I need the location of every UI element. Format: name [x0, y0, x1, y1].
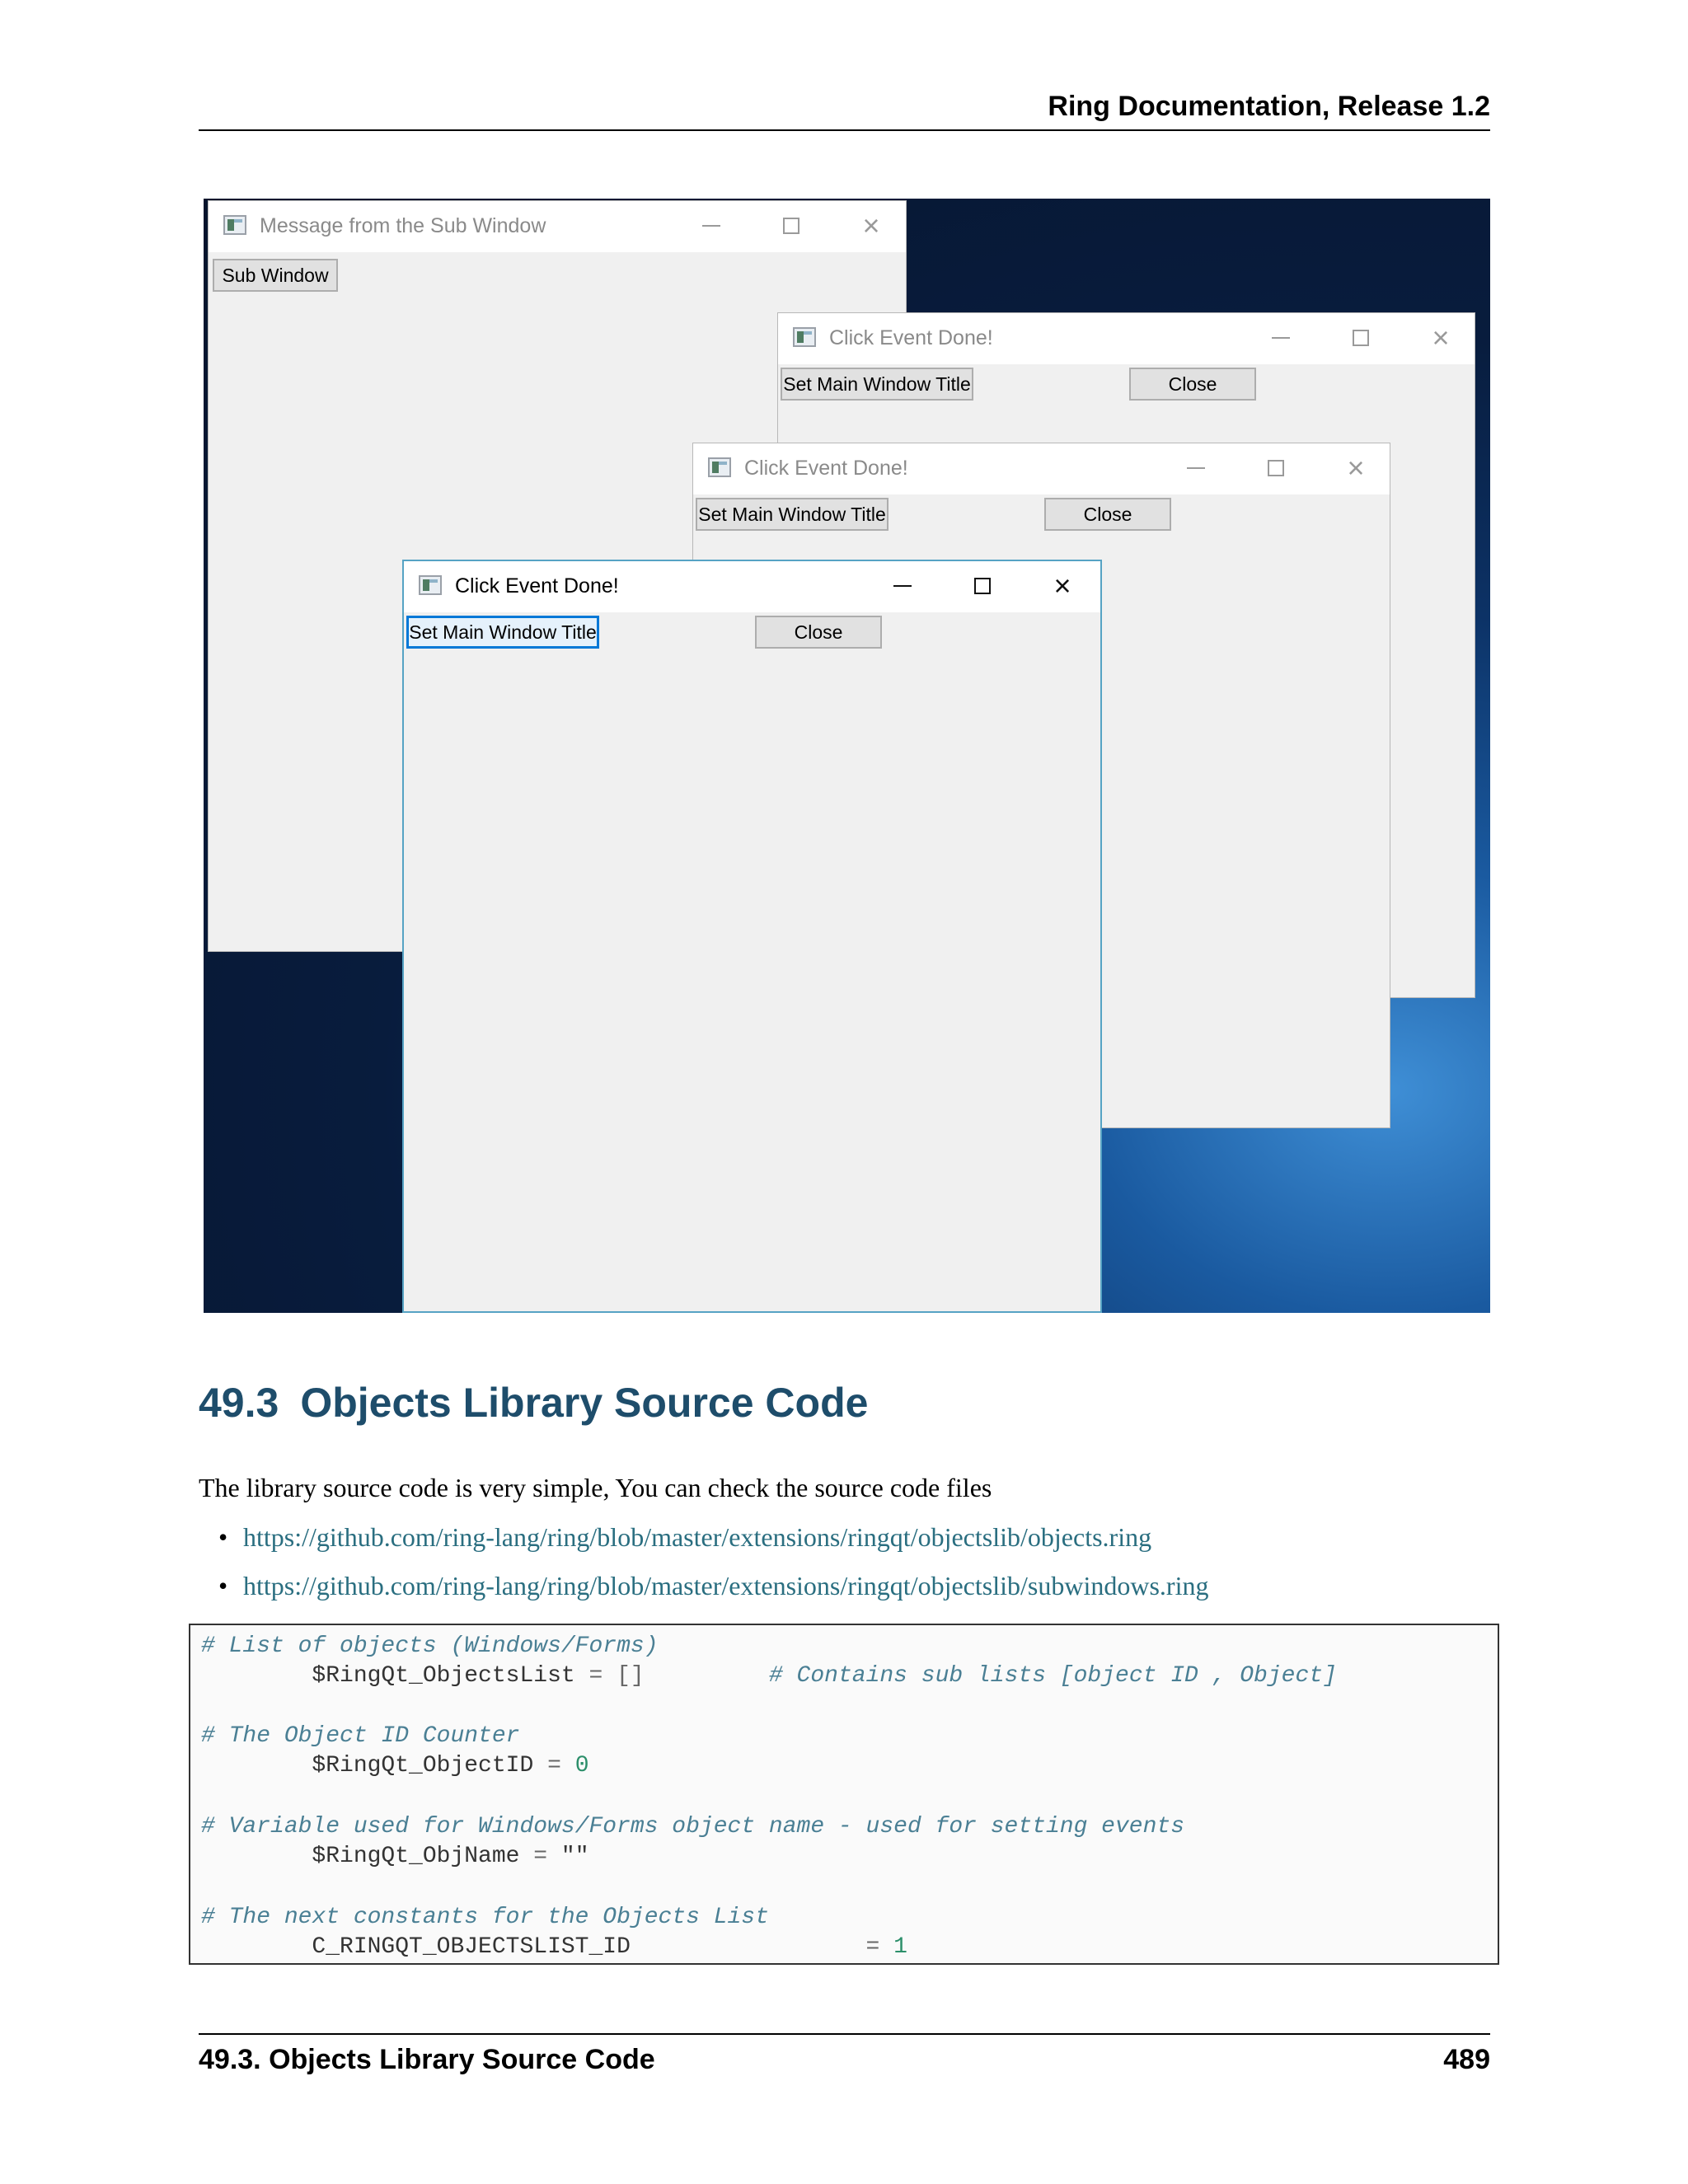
- footer-rule: [199, 2033, 1490, 2035]
- section-number: 49.3: [199, 1380, 279, 1426]
- window-title: Click Event Done!: [455, 574, 619, 598]
- maximize-icon[interactable]: [1344, 321, 1377, 354]
- code-operator: =: [574, 1663, 617, 1689]
- maximize-icon[interactable]: [966, 569, 999, 602]
- close-icon[interactable]: ×: [1432, 321, 1450, 354]
- code-line: [201, 1814, 1184, 1840]
- app-window-icon: [419, 575, 442, 595]
- code-comment: # The Object ID Counter: [201, 1723, 520, 1749]
- section-heading: [199, 1379, 868, 1427]
- code-block: [189, 1624, 1499, 1965]
- footer-section: 49.3. Objects Library Source Code: [199, 2044, 655, 2075]
- list-item: [243, 1522, 1151, 1553]
- window-title: Click Event Done!: [744, 457, 908, 480]
- code-value: []: [617, 1663, 645, 1689]
- code-operator: =: [519, 1844, 561, 1869]
- code-comment: # Variable used for Windows/Forms object name - used for setting events: [201, 1814, 1184, 1840]
- code-identifier: C_RINGQT_OBJECTSLIST_ID: [312, 1934, 631, 1960]
- code-comment: # The next constants for the Objects List: [201, 1905, 769, 1930]
- header-rule: [199, 129, 1490, 131]
- window-titlebar[interactable]: [693, 443, 1390, 494]
- close-button[interactable]: Close: [1044, 498, 1171, 531]
- code-identifier: $RingQt_ObjectID: [312, 1753, 534, 1779]
- code-operator: =: [865, 1934, 894, 1960]
- set-main-window-title-button[interactable]: Set Main Window Title: [781, 368, 973, 401]
- code-comment: # Contains sub lists [object ID , Object]: [768, 1663, 1337, 1689]
- code-line: [201, 1753, 589, 1779]
- minimize-icon[interactable]: [695, 209, 728, 242]
- maximize-icon[interactable]: [1259, 452, 1292, 485]
- window-titlebar[interactable]: [404, 561, 1100, 612]
- screenshot-figure: [204, 199, 1490, 1313]
- maximize-icon[interactable]: [775, 209, 808, 242]
- window-titlebar[interactable]: [778, 313, 1475, 364]
- code-line: [201, 1663, 1337, 1689]
- close-button[interactable]: Close: [1129, 368, 1256, 401]
- app-window-icon: [793, 327, 816, 347]
- code-line: [201, 1844, 589, 1869]
- code-identifier: $RingQt_ObjName: [312, 1844, 520, 1869]
- code-value: "": [560, 1844, 589, 1869]
- window-title: Message from the Sub Window: [260, 214, 546, 237]
- close-icon[interactable]: ×: [1053, 569, 1071, 602]
- running-header: Ring Documentation, Release 1.2: [1048, 91, 1490, 122]
- window-title: Click Event Done!: [829, 326, 993, 349]
- code-operator: =: [533, 1753, 575, 1779]
- code-value: 0: [574, 1753, 589, 1779]
- page-number: 489: [1443, 2044, 1490, 2075]
- code-comment: # List of objects (Windows/Forms): [201, 1633, 659, 1659]
- code-line: [201, 1633, 659, 1659]
- section-title: Objects Library Source Code: [300, 1380, 869, 1426]
- close-icon[interactable]: ×: [1347, 451, 1365, 485]
- code-line: [201, 1905, 769, 1930]
- minimize-icon[interactable]: [1179, 452, 1212, 485]
- minimize-icon[interactable]: [1264, 321, 1297, 354]
- click-event-window-front: [402, 560, 1102, 1313]
- sub-window-button[interactable]: Sub Window: [213, 259, 338, 292]
- code-line: [201, 1934, 907, 1960]
- set-main-window-title-button[interactable]: Set Main Window Title: [696, 498, 889, 531]
- code-value: 1: [893, 1934, 907, 1960]
- objects-ring-link[interactable]: https://github.com/ring-lang/ring/blob/master/extensions/ringqt/objectslib/objects.ring: [243, 1522, 1152, 1552]
- code-identifier: $RingQt_ObjectsList: [312, 1663, 575, 1689]
- list-item: [243, 1571, 1208, 1601]
- app-window-icon: [708, 457, 731, 477]
- code-line: [201, 1723, 519, 1749]
- minimize-icon[interactable]: [886, 569, 919, 602]
- close-button[interactable]: Close: [755, 616, 882, 649]
- app-window-icon: [223, 215, 246, 235]
- set-main-window-title-button[interactable]: Set Main Window Title: [406, 616, 599, 649]
- close-icon[interactable]: ×: [862, 209, 880, 242]
- intro-paragraph: The library source code is very simple, You can check the source code files: [199, 1473, 992, 1502]
- subwindows-ring-link[interactable]: https://github.com/ring-lang/ring/blob/master/extensions/ringqt/objectslib/subwindows.ring: [243, 1571, 1209, 1601]
- window-titlebar[interactable]: [209, 201, 906, 252]
